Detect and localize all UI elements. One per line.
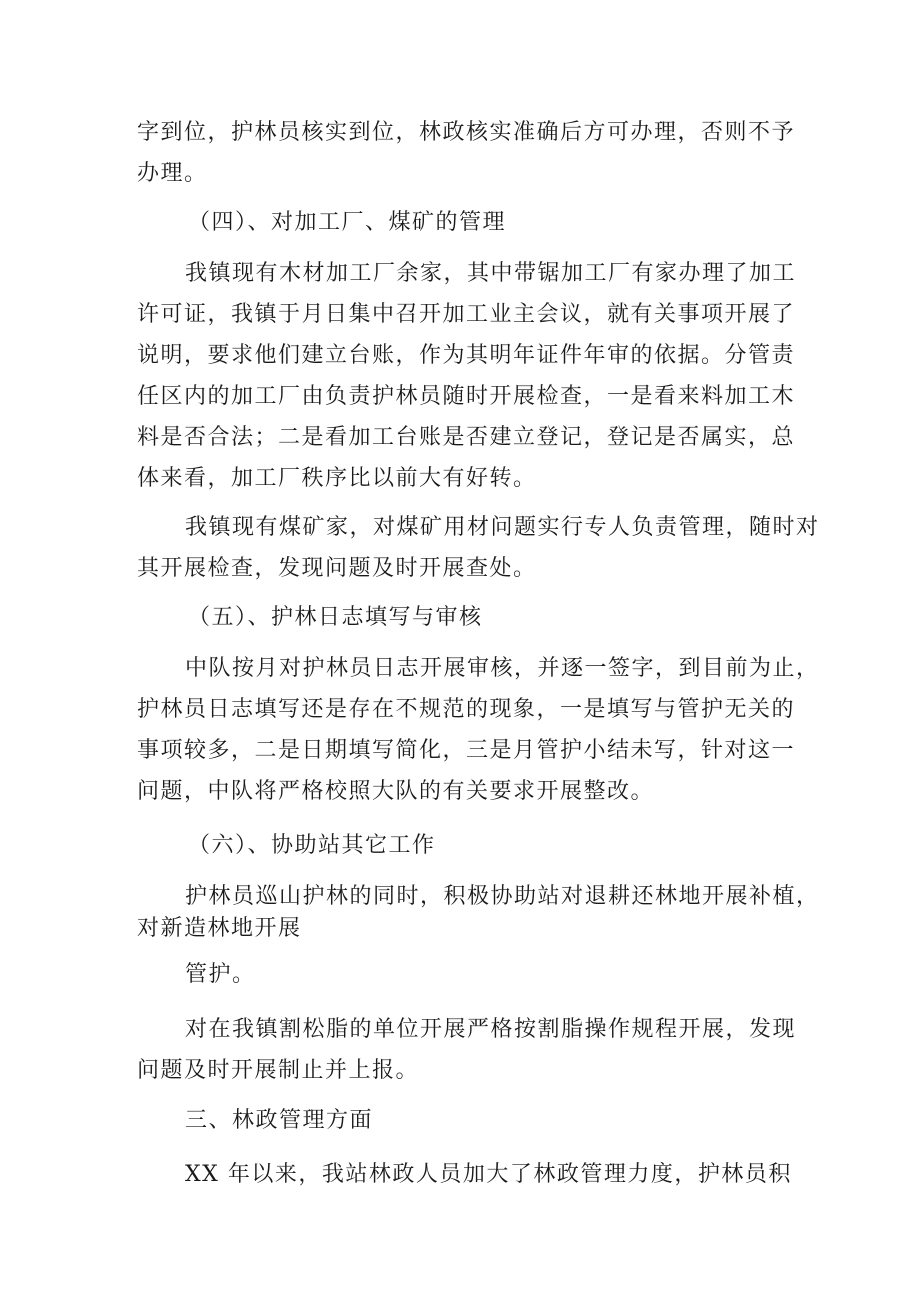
paragraph-line: 我镇现有木材加工厂余家，其中带锯加工厂有家办理了加工 bbox=[185, 261, 797, 286]
paragraph-line: 对在我镇割松脂的单位开展严格按割脂操作规程开展，发现 bbox=[185, 1017, 797, 1042]
paragraph-line: 许可证，我镇于月日集中召开加工业主会议，就有关事项开展了 bbox=[137, 302, 796, 327]
paragraph-line: 问题，中队将严格校照大队的有关要求开展整改。 bbox=[137, 779, 655, 804]
paragraph-line: 中队按月对护林员日志开展审核，并逐一签字，到目前为止， bbox=[185, 656, 820, 681]
paragraph-line: 任区内的加工厂由负责护林员随时开展检查，一是看来料加工木 bbox=[137, 384, 796, 409]
paragraph-line: 说明，要求他们建立台账，作为其明年证件年审的依据。分管责 bbox=[137, 343, 796, 368]
section-heading-4: （四）、对加工厂、煤矿的管理 bbox=[188, 210, 507, 235]
section-heading-3: 三、林政管理方面 bbox=[185, 1108, 374, 1133]
paragraph-line: 管护。 bbox=[185, 962, 256, 987]
paragraph-line: 问题及时开展制止并上报。 bbox=[137, 1058, 420, 1083]
paragraph-line: XX 年以来，我站林政人员加大了林政管理力度，护林员积 bbox=[185, 1162, 792, 1187]
paragraph-line: 护林员巡山护林的同时，积极协助站对退耕还林地开展补植， bbox=[185, 884, 820, 909]
paragraph-line: 其开展检查，发现问题及时开展查处。 bbox=[137, 556, 537, 581]
section-heading-5: （五）、护林日志填写与审核 bbox=[188, 605, 483, 630]
paragraph-line: 体来看，加工厂秩序比以前大有好转。 bbox=[137, 466, 537, 491]
paragraph-line: 字到位，护林员核实到位，林政核实准确后方可办理，否则不予 bbox=[137, 120, 796, 145]
paragraph-line: 护林员日志填写还是存在不规范的现象，一是填写与管护无关的 bbox=[137, 697, 796, 722]
paragraph-line: 事项较多，二是日期填写简化，三是月管护小结未写，针对这一 bbox=[137, 738, 796, 763]
paragraph-line: 对新造林地开展 bbox=[137, 916, 302, 941]
paragraph-line: 我镇现有煤矿家，对煤矿用材问题实行专人负责管理，随时对 bbox=[185, 515, 820, 540]
paragraph-line: 料是否合法；二是看加工台账是否建立登记，登记是否属实，总 bbox=[137, 425, 796, 450]
section-heading-6: （六）、协助站其它工作 bbox=[188, 833, 436, 858]
paragraph-line: 办理。 bbox=[137, 161, 208, 186]
